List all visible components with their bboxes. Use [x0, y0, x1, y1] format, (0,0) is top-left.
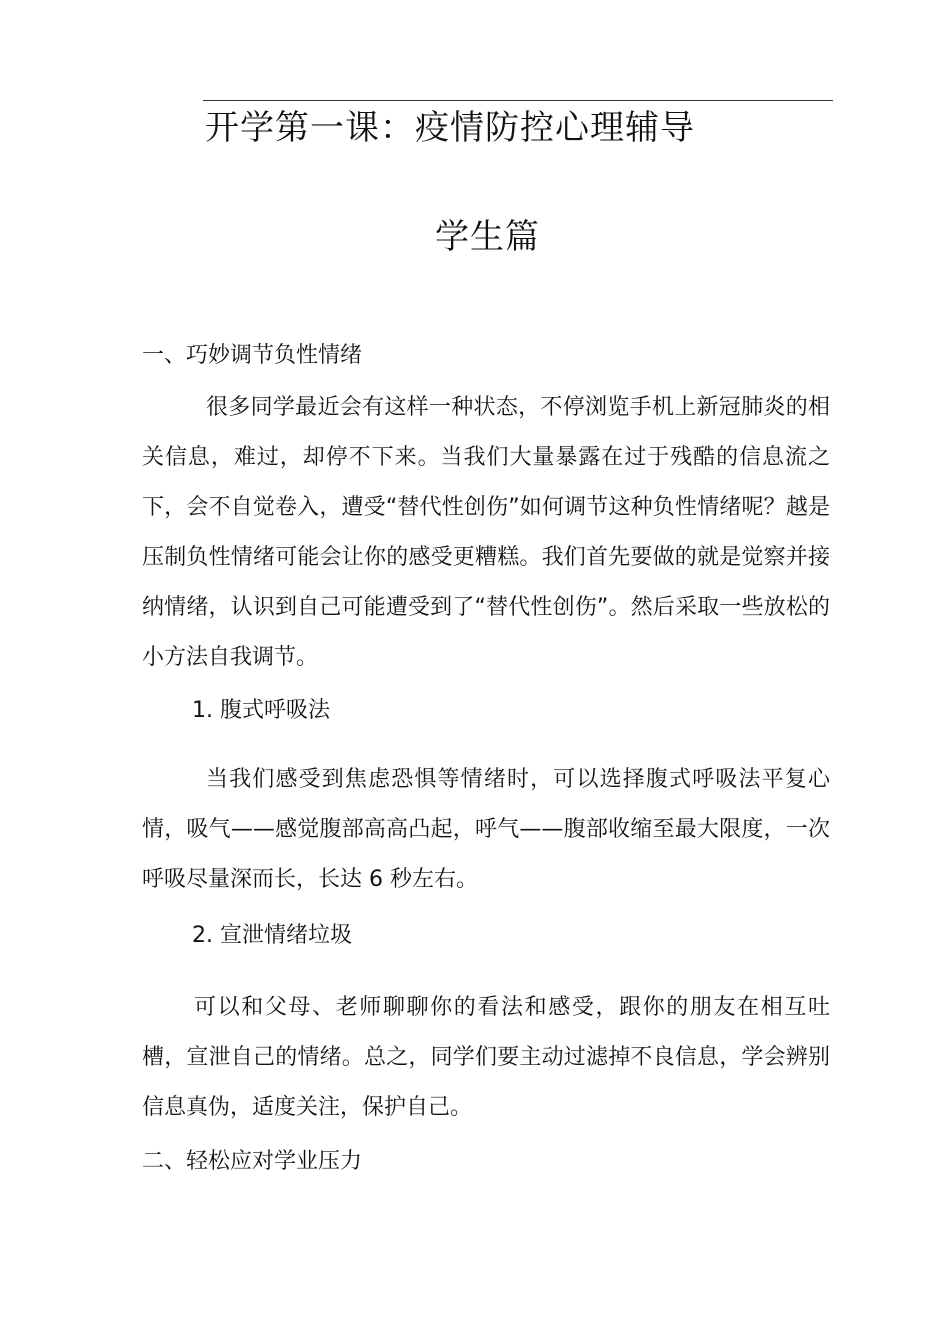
document-title: 开学第一课：疫情防控心理辅导: [205, 108, 695, 148]
header-rule: [203, 100, 833, 101]
subsection-heading-breathing: 1. 腹式呼吸法: [192, 698, 330, 723]
venting-paragraph: 可以和父母、老师聊聊你的看法和感受，跟你的朋友在相互吐槽，宣泄自己的情绪。总之，同学们要主动过滤掉不良信息，学会辨别信息真伪，适度关注，保护自己。: [142, 995, 830, 1120]
section-1-intro-paragraph: 很多同学最近会有这样一种状态，不停浏览手机上新冠肺炎的相关信息，难过，却停不下来。当我们大量暴露在过于残酷的信息流之下，会不自觉卷入，遭受“替代性创伤”如何调节这种负性情绪呢？越是压制负性情绪可能会让你的感受更糟糕。我们首先要做的就是觉察并接纳情绪，认识到自己可能遭受到了“替代性创伤”。然后采取一些放松的小方法自我调节。: [142, 395, 830, 670]
section-heading-1: 一、巧妙调节负性情绪: [142, 343, 363, 368]
subsection-heading-venting: 2. 宣泄情绪垃圾: [192, 923, 352, 948]
breathing-paragraph: 当我们感受到焦虑恐惧等情绪时，可以选择腹式呼吸法平复心情，吸气——感觉腹部高高凸起，呼气——腹部收缩至最大限度，一次呼吸尽量深而长，长达 6 秒左右。: [142, 767, 830, 892]
section-heading-2: 二、轻松应对学业压力: [142, 1149, 363, 1174]
document-subtitle: 学生篇: [435, 217, 540, 257]
